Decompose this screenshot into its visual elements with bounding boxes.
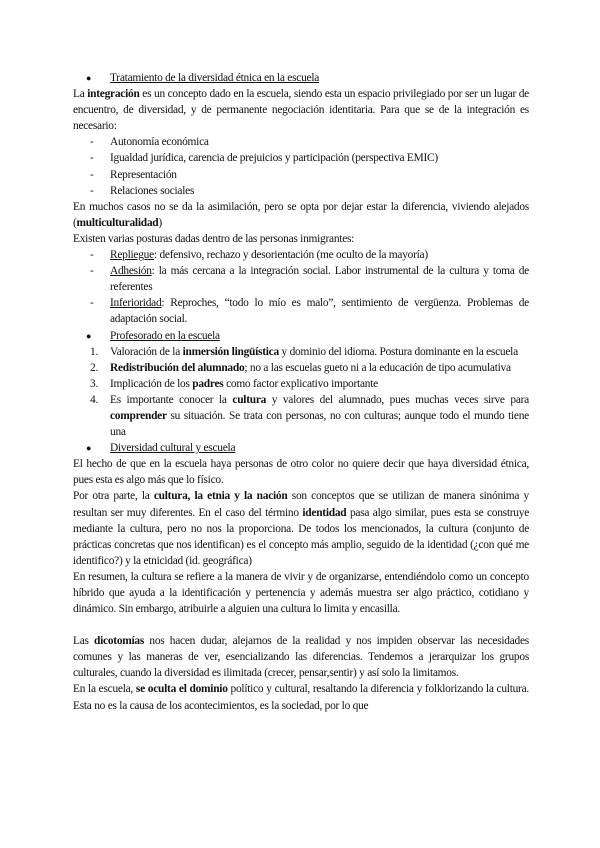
paragraph-posturas: Existen varias posturas dadas dentro de las personas inmigrantes:: [73, 232, 355, 245]
list-item: [73, 263, 529, 295]
bold-term: Redistribución del alumnado: [110, 361, 245, 374]
bullet-marker: ●: [86, 73, 92, 83]
text-run: ; no a las escuelas gueto ni a la educación de tipo acumulativa: [244, 361, 511, 374]
paragraph-spacer: [73, 617, 529, 633]
bold-term: comprender: [110, 409, 167, 422]
document-page: [73, 70, 529, 714]
paragraph-integracion: [73, 86, 529, 134]
numbered-item: [73, 376, 529, 392]
text-run: como factor explicativo importante: [223, 377, 378, 390]
section-title: Profesorado en la escuela: [110, 329, 220, 342]
text-run: y dominio del idioma. Postura dominante en la escuela: [278, 345, 518, 358]
list-item-text: : la más cercana a la integración social. Labor instrumental de la cultura y toma de referentes: [110, 265, 529, 294]
section-heading-profesorado: [73, 328, 529, 344]
text-run: En muchos casos no se da la asimilación, pero se opta por dejar estar la diferencia, viviendo alejados (: [73, 200, 529, 229]
dash-marker: -: [90, 168, 94, 181]
text-run: son conceptos que se utilizan de manera sinónima y resultan ser muy diferentes. En el caso del término: [73, 490, 529, 519]
dash-marker: -: [90, 249, 94, 262]
paragraph-multiculturalidad: [73, 199, 529, 231]
list-item-text: Igualdad jurídica, carencia de prejuicios y participación (perspectiva EMIC): [110, 152, 438, 165]
bold-term: integración: [87, 88, 140, 101]
numbered-item: [73, 392, 529, 440]
list-item: [73, 134, 529, 150]
list-item: [73, 183, 529, 199]
dash-marker: -: [90, 184, 94, 197]
bold-term: dicotomías: [94, 635, 145, 648]
numbered-list-profesorado: [73, 344, 529, 441]
bold-term: padres: [192, 377, 224, 390]
underlined-term: Adhesión: [110, 265, 152, 278]
bold-term: cultura, la etnia y la nación: [153, 490, 288, 503]
text-run: Implicación de los: [110, 377, 193, 390]
text-run: Es importante conocer la: [110, 393, 233, 406]
paragraph-dicotomias: [73, 633, 529, 681]
list-item-text: Representación: [110, 168, 177, 181]
text-run: La: [73, 88, 88, 101]
bold-term: inmersión lingüística: [182, 345, 279, 358]
text-run: Valoración de la: [110, 345, 183, 358]
bold-term: identidad: [302, 506, 347, 519]
text-run: Por otra parte, la: [73, 490, 154, 503]
number-marker: 4.: [90, 393, 99, 406]
text-run: Las: [73, 635, 95, 648]
numbered-item: [73, 360, 529, 376]
text-run: En la escuela,: [73, 683, 136, 696]
text-run: nos hacen dudar, alejarnos de la realidad y nos impiden observar las necesidades comunes y las maneras de ver, esencializando las diferencias. Tendemos a jerarquizar los grupos culturales, cuando la diversidad es ilimitada (crecer, pensar,sentir) y así solo la limitamos.: [73, 635, 529, 680]
bold-term: se oculta el dominio: [135, 683, 228, 696]
dash-marker: -: [90, 152, 94, 165]
number-marker: 3.: [90, 377, 99, 390]
bullet-marker: ●: [86, 330, 92, 341]
list-item: [73, 295, 529, 327]
section-title: Diversidad cultural y escuela: [110, 442, 236, 455]
underlined-term: Repliegue: [110, 249, 154, 262]
bold-term: cultura: [232, 393, 267, 406]
list-item: [73, 247, 529, 263]
bullet-marker: ●: [86, 443, 92, 454]
numbered-item: [73, 344, 529, 360]
number-marker: 2.: [90, 361, 99, 374]
paragraph-diversidad-etnica: El hecho de que en la escuela haya personas de otro color no quiere decir que haya diversidad étnica, pues esta es algo más que lo físico.: [73, 458, 529, 487]
list-item-text: : defensivo, rechazo y desorientación (me oculto de la mayoría): [153, 249, 428, 262]
section-title: Tratamiento de la diversidad étnica en la escuela: [110, 72, 320, 84]
text-run: y valores del alumnado, pues muchas veces sirve para: [266, 393, 529, 406]
list-item: [73, 150, 529, 166]
dash-marker: -: [90, 265, 94, 278]
list-item-text: Autonomía económica: [110, 136, 209, 149]
list-item-text: : Reproches, “todo lo mío es malo”, sentimiento de vergüenza. Problemas de adaptación social.: [110, 297, 529, 326]
text-run: político y cultural, resaltando la diferencia y folklorizando la cultura. Esta no es la causa de los acontecimientos, es la sociedad, por lo que: [73, 683, 529, 712]
dash-list-integracion: [73, 134, 529, 198]
text-run: ): [158, 216, 162, 229]
text-run: su situación. Se trata con personas, no con culturas; aunque todo el mundo tiene una: [110, 409, 529, 439]
bold-term: multiculturalidad: [76, 216, 159, 229]
text-run: es un concepto dado en la escuela, siendo esta un espacio privilegiado por ser un lugar de encuentro, de diversidad, y de permanente negociación identitaria. Para que se de la integración es necesario:: [73, 88, 529, 133]
list-item-text: Relaciones sociales: [110, 184, 195, 197]
section-heading-diversidad-cultural: [73, 440, 529, 456]
paragraph-cultura-etnia-nacion: [73, 488, 529, 568]
paragraph-dominio: [73, 681, 529, 713]
dash-marker: -: [90, 297, 94, 310]
number-marker: 1.: [90, 345, 99, 358]
dash-list-posturas: [73, 247, 529, 327]
list-item: [73, 167, 529, 183]
underlined-term: Inferioridad: [110, 297, 162, 310]
dash-marker: -: [90, 136, 94, 149]
paragraph-resumen: En resumen, la cultura se refiere a la manera de vivir y de organizarse, entendiéndolo como un concepto híbrido que ayuda a la identificación y pertenencia y además muestra ser algo práctico, cotidiano y dinámico. Sin embargo, atribuirle a alguien una cultura lo limita y encasilla.: [73, 570, 529, 616]
section-heading-diversidad-etnica: [73, 70, 529, 86]
text-run: pasa algo similar, pues esta se construye mediante la cultura, pero no nos la proporciona. De todos los mencionados, la cultura (conjunto de prácticas concretas que nos identifican) es el concepto más amplio, seguido de la identidad (¿con qué me identifico?) y la etnicidad (id. geográfica): [73, 506, 529, 567]
